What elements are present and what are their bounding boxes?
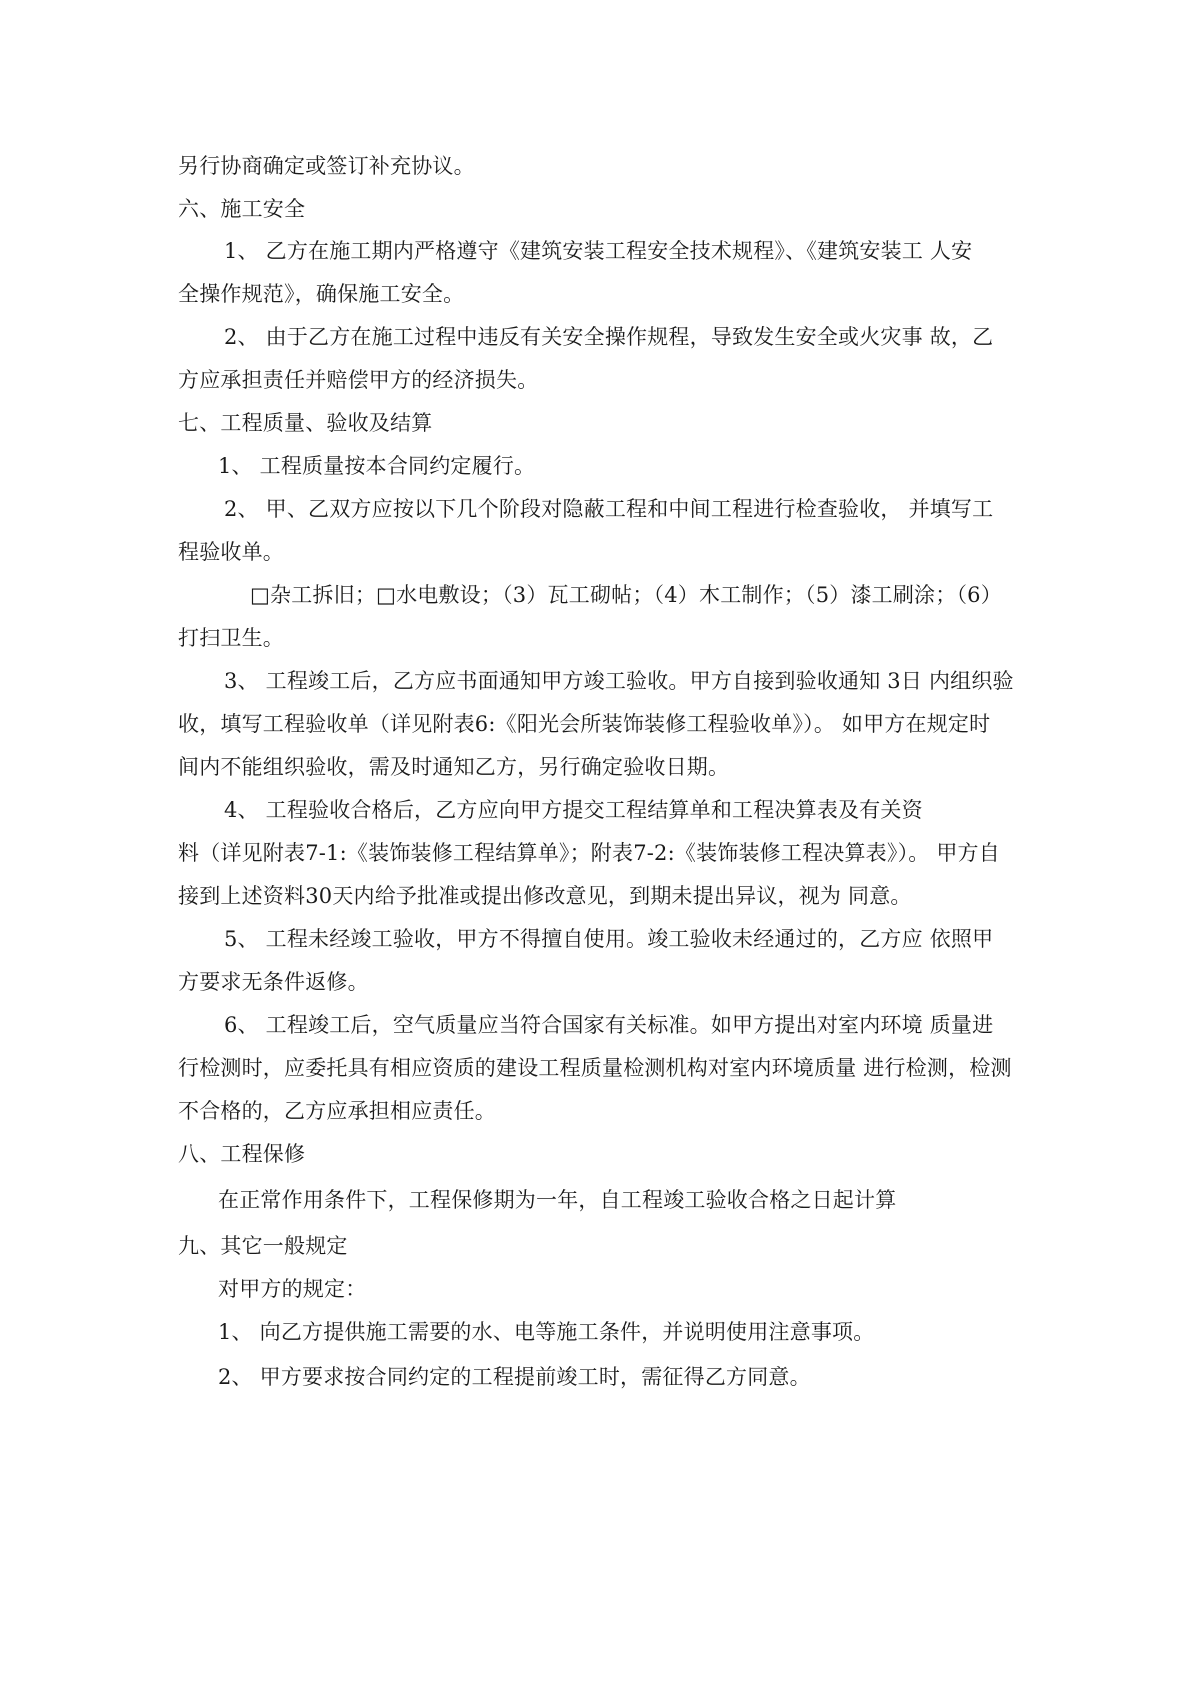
text-line: 2、 甲方要求按合同约定的工程提前竣工时，需征得乙方同意。 [218, 1365, 811, 1389]
text-line: 4、 工程验收合格后，乙方应向甲方提交工程结算单和工程决算表及有关资 [224, 798, 923, 822]
text-line: 方要求无条件返修。 [178, 970, 369, 994]
text-line: 2、 由于乙方在施工过程中违反有关安全操作规程，导致发生安全或火灾事 故，乙 [224, 325, 994, 349]
text-line: 行检测时，应委托具有相应资质的建设工程质量检测机构对室内环境质量 进行检测，检测 [178, 1056, 1012, 1080]
text-line: 收，填写工程验收单（详见附表6:《阳光会所装饰装修工程验收单》）。 如甲方在规定时 [178, 712, 991, 736]
text-line: 程验收单。 [178, 540, 284, 564]
section-heading: 七、工程质量、验收及结算 [178, 411, 433, 435]
text-line: 在正常作用条件下，工程保修期为一年，自工程竣工验收合格之日起计算 [218, 1188, 897, 1212]
text-line: 1、 向乙方提供施工需要的水、电等施工条件，并说明使用注意事项。 [218, 1320, 875, 1344]
text-line: 不合格的，乙方应承担相应责任。 [178, 1099, 496, 1123]
section-heading: 六、施工安全 [178, 197, 306, 221]
text-line: 3、 工程竣工后，乙方应书面通知甲方竣工验收。甲方自接到验收通知 3日 内组织验 [224, 669, 1014, 693]
text-line: 5、 工程未经竣工验收，甲方不得擅自使用。竣工验收未经通过的，乙方应 依照甲 [224, 927, 994, 951]
text-line: 料（详见附表7-1:《装饰装修工程结算单》；附表7-2:《装饰装修工程决算表》）。 甲方自 [178, 841, 1000, 865]
text-line: □杂工拆旧；□水电敷设；（3）瓦工砌帖；（4）木工制作；（5）漆工刷涂；（6） [250, 583, 1002, 607]
section-heading: 八、工程保修 [178, 1142, 306, 1166]
text-line: 方应承担责任并赔偿甲方的经济损失。 [178, 368, 539, 392]
text-line: 对甲方的规定： [218, 1277, 367, 1301]
text-line: 1、 乙方在施工期内严格遵守《建筑安装工程安全技术规程》、《建筑安装工 人安 [224, 239, 973, 263]
text-line: 另行协商确定或签订补充协议。 [178, 154, 475, 178]
text-line: 2、 甲、乙双方应按以下几个阶段对隐蔽工程和中间工程进行检查验收， 并填写工 [224, 497, 994, 521]
text-line: 打扫卫生。 [178, 626, 284, 650]
text-line: 全操作规范》，确保施工安全。 [178, 282, 465, 306]
text-line: 间内不能组织验收，需及时通知乙方，另行确定验收日期。 [178, 755, 730, 779]
text-line: 接到上述资料30天内给予批准或提出修改意见，到期未提出异议，视为 同意。 [178, 884, 912, 908]
text-line: 6、 工程竣工后，空气质量应当符合国家有关标准。如甲方提出对室内环境 质量进 [224, 1013, 994, 1037]
text-line: 1、 工程质量按本合同约定履行。 [218, 454, 536, 478]
section-heading: 九、其它一般规定 [178, 1234, 348, 1258]
